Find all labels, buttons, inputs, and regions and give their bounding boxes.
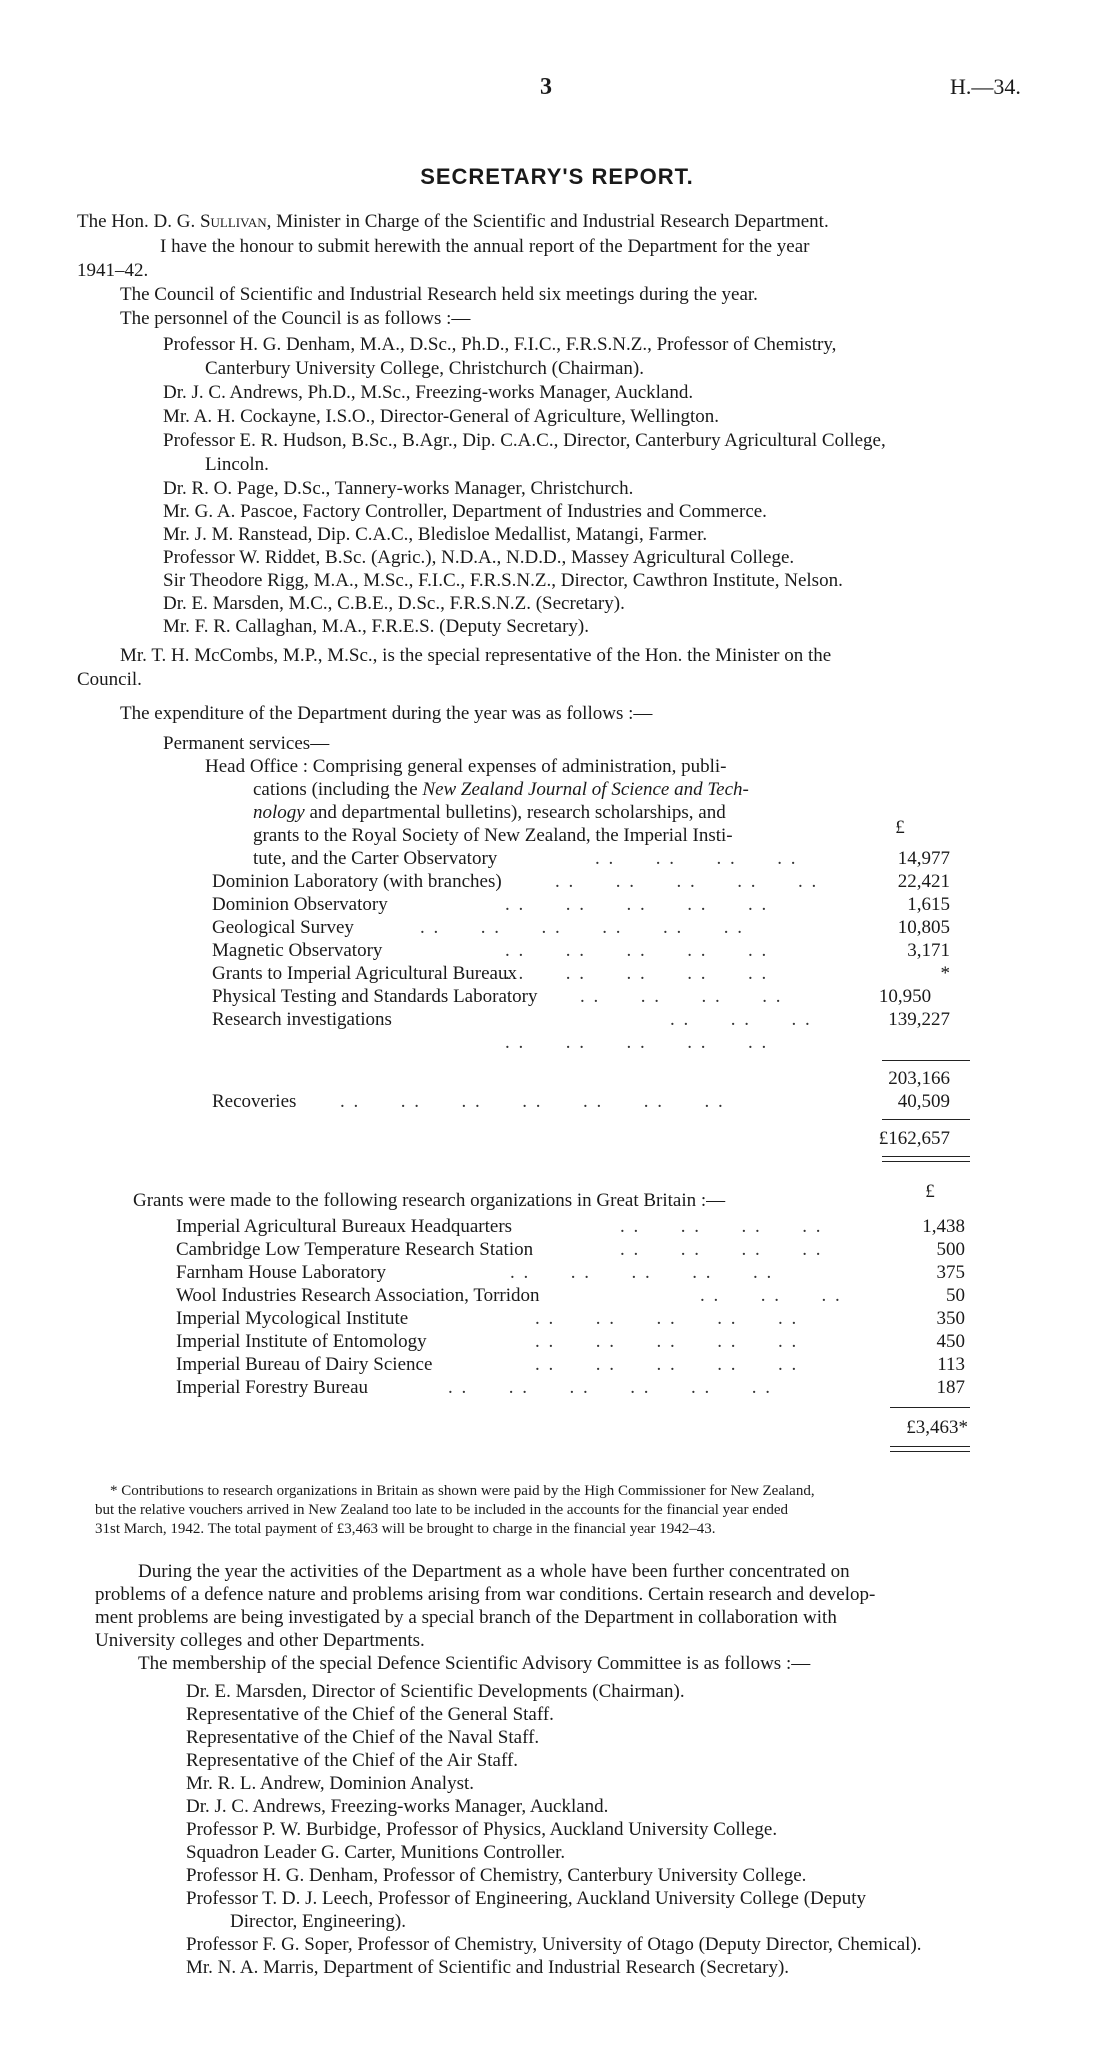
page-number: 3	[540, 74, 552, 100]
committee-member-cont: Director, Engineering).	[230, 1911, 406, 1932]
head-office-line: Head Office : Comprising general expenses of administration, publi-	[205, 756, 727, 777]
expenditure-item-label: Research investigations	[212, 1009, 392, 1030]
committee-member: Professor P. W. Burbidge, Professor of Physics, Auckland University College.	[186, 1819, 778, 1840]
expenditure-item-amount: 10,805	[897, 917, 950, 938]
journal-title: New Zealand Journal of Science and Tech-	[422, 779, 749, 800]
leader-dots: . . . . . . . . . .	[535, 1331, 799, 1352]
grant-label: Imperial Agricultural Bureaux Headquarters	[176, 1216, 513, 1237]
expenditure-item-label: Dominion Observatory	[212, 894, 388, 915]
addressee-line	[77, 210, 829, 233]
defence-paragraph-line: During the year the activities of the Department as a whole have been further concentrated on	[138, 1561, 850, 1582]
council-member: Mr. J. M. Ranstead, Dip. C.A.C., Bledisloe Medallist, Matangi, Farmer.	[163, 524, 708, 545]
head-office-amount: 14,977	[897, 848, 950, 869]
council-member-cont: Canterbury University College, Christchurch (Chairman).	[205, 358, 645, 379]
grants-total-rule	[890, 1407, 970, 1408]
defence-paragraph-line: ment problems are being investigated by a special branch of the Department in collaboration with	[95, 1607, 837, 1628]
mccombs-line: Mr. T. H. McCombs, M.P., M.Sc., is the special representative of the Hon. the Minister on the	[120, 645, 832, 666]
leader-dots: . . . . . . . . . .	[505, 894, 769, 915]
grant-amount: 350	[936, 1308, 965, 1329]
leader-dots: . . . . . . . . . .	[510, 1262, 774, 1283]
total-double-rule	[882, 1156, 970, 1162]
grant-amount: 375	[936, 1262, 965, 1283]
leader-dots: . . . . . .	[700, 1285, 842, 1306]
grant-label: Imperial Mycological Institute	[176, 1308, 409, 1329]
committee-member: Professor T. D. J. Leech, Professor of Engineering, Auckland University College (Deputy	[186, 1888, 866, 1909]
council-member: Mr. G. A. Pascoe, Factory Controller, Department of Industries and Commerce.	[163, 501, 767, 522]
council-member: Dr. J. C. Andrews, Ph.D., M.Sc., Freezing-works Manager, Auckland.	[163, 382, 694, 403]
permanent-services-heading: Permanent services—	[163, 733, 330, 754]
head-office-text: cations (including the	[253, 779, 423, 800]
total-rule	[882, 1119, 970, 1120]
leader-dots: . . . . . . . . . .	[505, 963, 769, 984]
expenditure-intro: The expenditure of the Department during the year was as follows :—	[120, 703, 653, 724]
page-reference: H.—34.	[950, 74, 1021, 99]
leader-dots: . . . . . . . . . . . .	[448, 1377, 772, 1398]
leader-dots: . . . . . . . .	[580, 986, 783, 1007]
expenditure-item-label: Magnetic Observatory	[212, 940, 383, 961]
grants-total: £3,463*	[906, 1417, 968, 1438]
grant-label: Farnham House Laboratory	[176, 1262, 386, 1283]
expenditure-item-amount: 3,171	[907, 940, 950, 961]
committee-member: Representative of the Chief of the Air Staff.	[186, 1750, 519, 1771]
expenditure-item-amount: 139,227	[888, 1009, 950, 1030]
leader-dots: . . . . . . . . . .	[505, 940, 769, 961]
expenditure-item-label: Geological Survey	[212, 917, 354, 938]
committee-member: Representative of the Chief of the General Staff.	[186, 1704, 554, 1725]
subtotal-rule	[882, 1060, 970, 1061]
council-member: Professor W. Riddet, B.Sc. (Agric.), N.D.A., N.D.D., Massey Agricultural College.	[163, 547, 795, 568]
leader-dots: . . . . . . . . . .	[535, 1354, 799, 1375]
grants-intro: Grants were made to the following research organizations in Great Britain :—	[133, 1190, 726, 1211]
expenditure-item-amount: 22,421	[897, 871, 950, 892]
council-member: Professor H. G. Denham, M.A., D.Sc., Ph.D., F.I.C., F.R.S.N.Z., Professor of Chemistry,	[163, 334, 837, 355]
committee-member: Representative of the Chief of the Naval Staff.	[186, 1727, 540, 1748]
head-office-text: and departmental bulletins), research scholarships, and	[304, 802, 726, 823]
expenditure-item-amount: 1,615	[907, 894, 950, 915]
grant-label: Imperial Bureau of Dairy Science	[176, 1354, 433, 1375]
currency-symbol: £	[895, 817, 905, 838]
recoveries-amount: 40,509	[897, 1091, 950, 1112]
council-member: Sir Theodore Rigg, M.A., M.Sc., F.I.C., F.R.S.N.Z., Director, Cawthron Institute, Nelson.	[163, 570, 843, 591]
addressee-prefix: The Hon. D. G.	[77, 211, 196, 232]
defence-paragraph-line: problems of a defence nature and problems arising from war conditions. Certain research and develop-	[95, 1584, 876, 1605]
grant-amount: 500	[936, 1239, 965, 1260]
head-office-line: grants to the Royal Society of New Zealand, the Imperial Insti-	[253, 825, 733, 846]
council-member: Professor E. R. Hudson, B.Sc., B.Agr., Dip. C.A.C., Director, Canterbury Agricultural College,	[163, 430, 886, 451]
head-office-line	[253, 801, 726, 824]
expenditure-subtotal: 203,166	[888, 1068, 950, 1089]
defence-paragraph-line: University colleges and other Departments.	[95, 1630, 425, 1651]
council-member: Mr. A. H. Cockayne, I.S.O., Director-General of Agriculture, Wellington.	[163, 406, 720, 427]
journal-title-cont: nology	[253, 802, 305, 823]
council-meetings-line: The Council of Scientific and Industrial Research held six meetings during the year.	[120, 284, 758, 305]
intro-paragraph-line: I have the honour to submit herewith the annual report of the Department for the year	[160, 236, 810, 257]
expenditure-item-label: Grants to Imperial Agricultural Bureaux	[212, 963, 517, 984]
expenditure-item-amount: 10,950	[878, 986, 932, 1007]
council-member: Mr. F. R. Callaghan, M.A., F.R.E.S. (Deputy Secretary).	[163, 616, 589, 637]
footnote-line: but the relative vouchers arrived in New Zealand too late to be included in the accounts for the financial year ended	[95, 1502, 789, 1518]
council-member: Dr. E. Marsden, M.C., C.B.E., D.Sc., F.R.S.N.Z. (Secretary).	[163, 593, 625, 614]
grant-amount: 450	[936, 1331, 965, 1352]
committee-member: Mr. R. L. Andrew, Dominion Analyst.	[186, 1773, 474, 1794]
leader-dots: . . . . . . . .	[595, 848, 798, 869]
leader-dots: . . . . . . . .	[620, 1216, 823, 1237]
committee-member: Squadron Leader G. Carter, Munitions Controller.	[186, 1842, 566, 1863]
addressee-name: Sullivan,	[199, 211, 272, 232]
grant-label: Imperial Institute of Entomology	[176, 1331, 427, 1352]
recoveries-label: Recoveries	[212, 1091, 297, 1112]
grant-amount: 1,438	[922, 1216, 965, 1237]
grant-label: Wool Industries Research Association, Torridon	[176, 1285, 540, 1306]
grant-amount: 113	[937, 1354, 965, 1375]
council-member: Dr. R. O. Page, D.Sc., Tannery-works Manager, Christchurch.	[163, 478, 634, 499]
leader-dots: . . . . . . . . . . . . . .	[340, 1091, 725, 1112]
committee-member: Dr. J. C. Andrews, Freezing-works Manager, Auckland.	[186, 1796, 609, 1817]
council-personnel-intro: The personnel of the Council is as follows :—	[120, 308, 471, 329]
grants-currency: £	[925, 1181, 935, 1202]
committee-member: Dr. E. Marsden, Director of Scientific Developments (Chairman).	[186, 1681, 685, 1702]
expenditure-total: £162,657	[878, 1128, 950, 1149]
footnote-line: * Contributions to research organizations in Britain as shown were paid by the High Commissioner for New Zealand,	[110, 1483, 815, 1499]
intro-paragraph-line: 1941–42.	[77, 260, 149, 281]
leader-dots: . . . . . . . . . . . .	[420, 917, 744, 938]
expenditure-item-label: Physical Testing and Standards Laboratory	[212, 986, 538, 1007]
grant-amount: 187	[936, 1377, 965, 1398]
leader-dots: . . . . . . . . . .	[505, 1032, 769, 1053]
leader-dots: . . . . . . . .	[620, 1239, 823, 1260]
council-member-cont: Lincoln.	[205, 454, 269, 475]
grant-label: Cambridge Low Temperature Research Station	[176, 1239, 534, 1260]
addressee-rest: Minister in Charge of the Scientific and Industrial Research Department.	[276, 211, 829, 232]
page-title: SECRETARY'S REPORT.	[420, 164, 694, 189]
expenditure-item-amount: *	[940, 963, 950, 984]
grant-amount: 50	[946, 1285, 965, 1306]
committee-member: Mr. N. A. Marris, Department of Scientific and Industrial Research (Secretary).	[186, 1957, 790, 1978]
leader-dots: . . . . . . . . . .	[555, 871, 819, 892]
footnote-line: 31st March, 1942. The total payment of £3,463 will be brought to charge in the financial year 1942–43.	[95, 1521, 716, 1537]
committee-member: Professor F. G. Soper, Professor of Chemistry, University of Otago (Deputy Director, Chemical).	[186, 1934, 922, 1955]
leader-dots: . . . . . . . . . .	[535, 1308, 799, 1329]
leader-dots: . . . . . .	[670, 1009, 812, 1030]
grants-double-rule	[890, 1446, 970, 1452]
committee-member: Professor H. G. Denham, Professor of Chemistry, Canterbury University College.	[186, 1865, 807, 1886]
head-office-line	[253, 778, 749, 801]
head-office-line: tute, and the Carter Observatory	[253, 848, 498, 869]
committee-intro: The membership of the special Defence Scientific Advisory Committee is as follows :—	[138, 1653, 811, 1674]
expenditure-item-label: Dominion Laboratory (with branches)	[212, 871, 502, 892]
mccombs-line-cont: Council.	[77, 669, 142, 690]
grant-label: Imperial Forestry Bureau	[176, 1377, 369, 1398]
